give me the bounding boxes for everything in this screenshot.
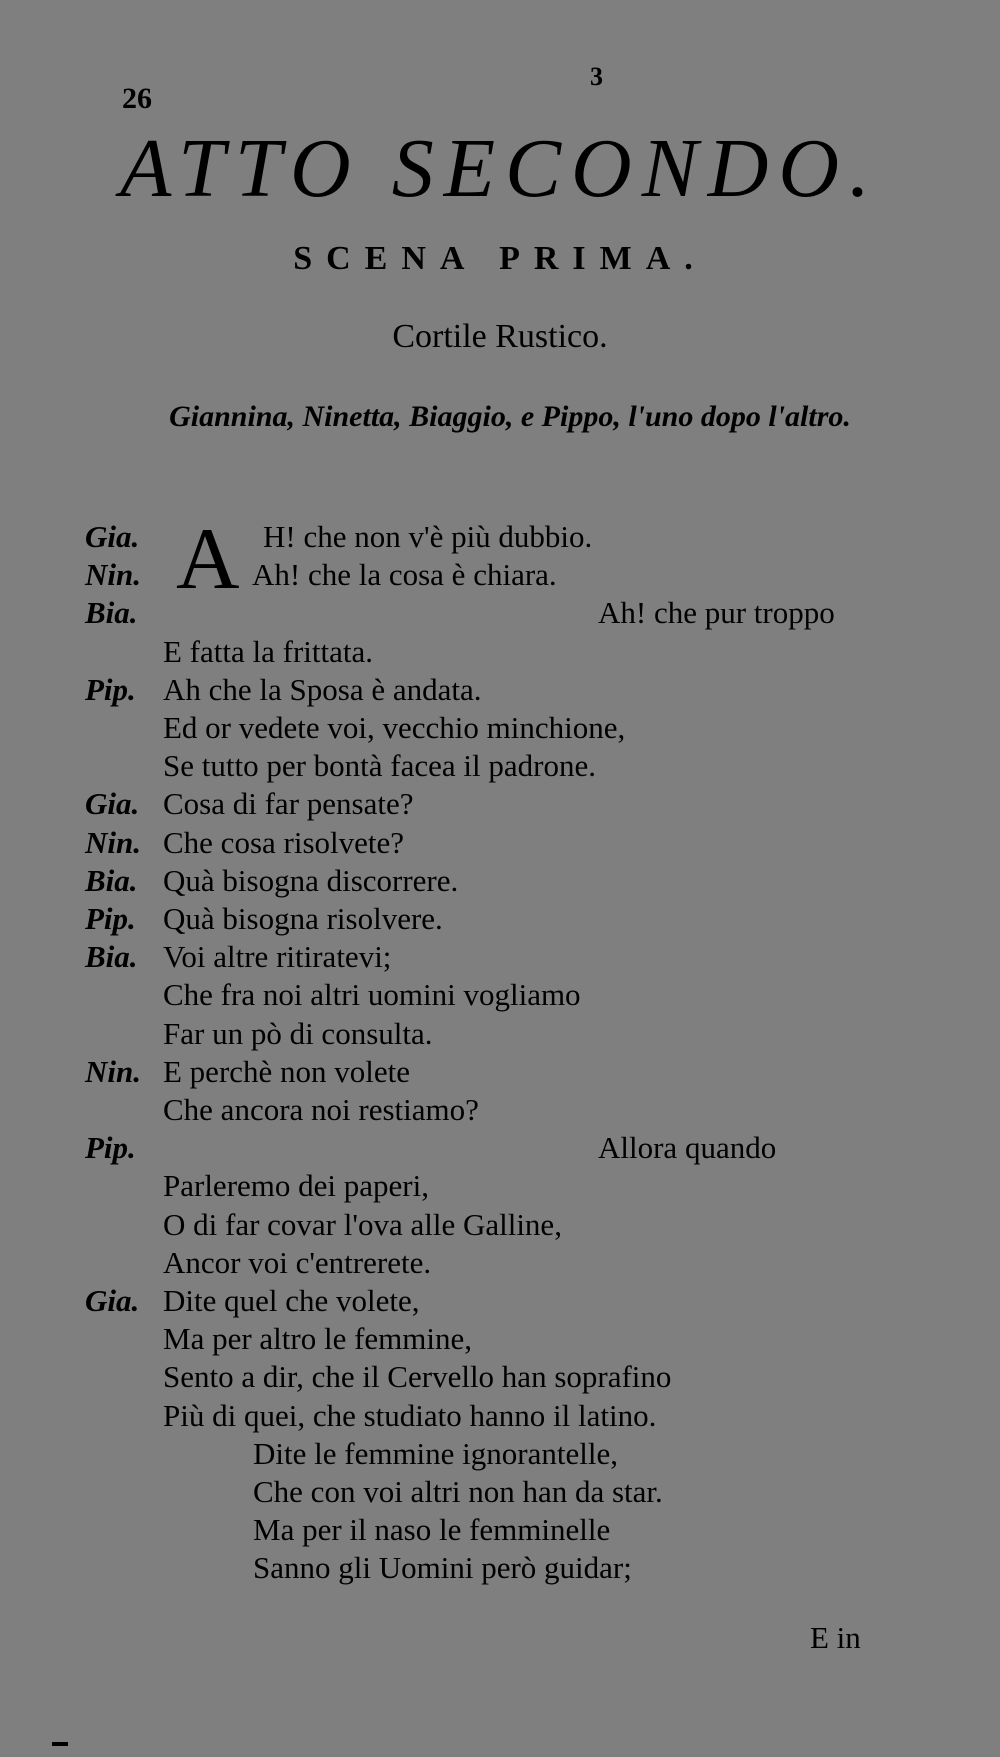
- speaker-label: Bia.: [85, 595, 138, 631]
- dialogue-line: [0, 862, 1000, 900]
- catchword: E in: [810, 1620, 861, 1655]
- speaker-label: Pip.: [85, 901, 136, 936]
- scene-title: SCENA PRIMA.: [293, 240, 707, 277]
- dropcap: A: [176, 511, 240, 608]
- dialogue-line: [0, 1549, 1000, 1587]
- dialogue-line: [0, 633, 1000, 671]
- speaker-label: Bia.: [85, 939, 138, 975]
- dialogue-line: [0, 1282, 1000, 1320]
- dialogue-line: [0, 1473, 1000, 1511]
- dialogue-line: [0, 1091, 1000, 1129]
- line-text: Parleremo dei paperi,: [163, 1168, 429, 1204]
- dialogue-line: [0, 976, 1000, 1014]
- character-list: Giannina, Ninetta, Biaggio, e Pippo, l'uno dopo l'altro.: [169, 400, 851, 433]
- act-title: ATTO SECONDO.: [119, 122, 881, 215]
- speaker-label: Bia.: [85, 862, 138, 898]
- dialogue-line: [0, 556, 1000, 594]
- speaker-label: Gia.: [85, 1283, 140, 1318]
- line-text: Ma per altro le femmine,: [163, 1321, 473, 1357]
- line-text: E fatta la frittata.: [163, 633, 373, 669]
- line-text: Ah che la Sposa è andata.: [163, 671, 482, 707]
- dialogue-line: [0, 594, 1000, 632]
- line-text: Quà bisogna risolvere.: [163, 901, 443, 936]
- edge-mark: [52, 1742, 68, 1746]
- line-text: Ancor voi c'entrerete.: [163, 1244, 432, 1280]
- dialogue-line: [0, 900, 1000, 938]
- line-text: Che cosa risolvete?: [163, 824, 405, 860]
- line-text: Cosa di far pensate?: [163, 786, 414, 822]
- line-text: Se tutto per bontà facea il padrone.: [163, 748, 596, 784]
- speaker-label: Pip.: [85, 671, 136, 707]
- line-text: Quà bisogna discorrere.: [163, 862, 459, 898]
- line-text: H! che non v'è più dubbio.: [263, 519, 593, 554]
- dialogue-line: [0, 709, 1000, 747]
- speaker-label: Nin.: [85, 1053, 141, 1089]
- dialogue-line: [0, 785, 1000, 823]
- page-number: 26: [122, 82, 152, 115]
- speaker-label: Gia.: [85, 786, 140, 822]
- dialogue-line: [0, 1435, 1000, 1473]
- line-text: Ah! che la cosa è chiara.: [252, 557, 557, 593]
- line-text: Far un pò di consulta.: [163, 1015, 433, 1051]
- speaker-label: Nin.: [85, 824, 141, 860]
- dialogue-line: [0, 1206, 1000, 1244]
- line-text: Voi altre ritiratevi;: [163, 939, 392, 975]
- dialogue-line: [0, 1358, 1000, 1396]
- dialogue-line: [0, 938, 1000, 976]
- dialogue-line: [0, 1244, 1000, 1282]
- dialogue-line: [0, 1511, 1000, 1549]
- line-text: Che fra noi altri uomini vogliamo: [163, 977, 581, 1013]
- speaker-label: Nin.: [85, 557, 141, 593]
- dialogue-line: [0, 1320, 1000, 1358]
- line-text: O di far covar l'ova alle Galline,: [163, 1206, 562, 1242]
- line-text: Dite quel che volete,: [163, 1283, 420, 1318]
- line-text: Ma per il naso le femminelle: [253, 1512, 611, 1548]
- scene-setting: Cortile Rustico.: [392, 318, 608, 355]
- line-text: Che con voi altri non han da star.: [253, 1474, 663, 1509]
- signature-mark: 3: [590, 62, 603, 91]
- line-text: E perchè non volete: [163, 1053, 411, 1089]
- line-text: Sanno gli Uomini però guidar;: [253, 1550, 632, 1586]
- dialogue-line: [0, 1015, 1000, 1053]
- line-text: Sento a dir, che il Cervello han soprafino: [163, 1359, 672, 1395]
- line-text: Che ancora noi restiamo?: [163, 1092, 479, 1127]
- dialogue-line: [0, 1129, 1000, 1167]
- dialogue-line: [0, 1397, 1000, 1435]
- dialogue-line: [0, 671, 1000, 709]
- dialogue-line: [0, 1053, 1000, 1091]
- dialogue-line: [0, 1167, 1000, 1205]
- line-text: Ed or vedete voi, vecchio minchione,: [163, 710, 626, 745]
- dialogue-line: [0, 518, 1000, 556]
- line-text: Ah! che pur troppo: [598, 595, 835, 631]
- dialogue-line: [0, 747, 1000, 785]
- speaker-label: Pip.: [85, 1130, 136, 1166]
- line-text: Dite le femmine ignorantelle,: [253, 1435, 618, 1471]
- dialogue-line: [0, 824, 1000, 862]
- line-text: Più di quei, che studiato hanno il latino.: [163, 1397, 657, 1433]
- line-text: Allora quando: [598, 1130, 777, 1166]
- speaker-label: Gia.: [85, 519, 140, 554]
